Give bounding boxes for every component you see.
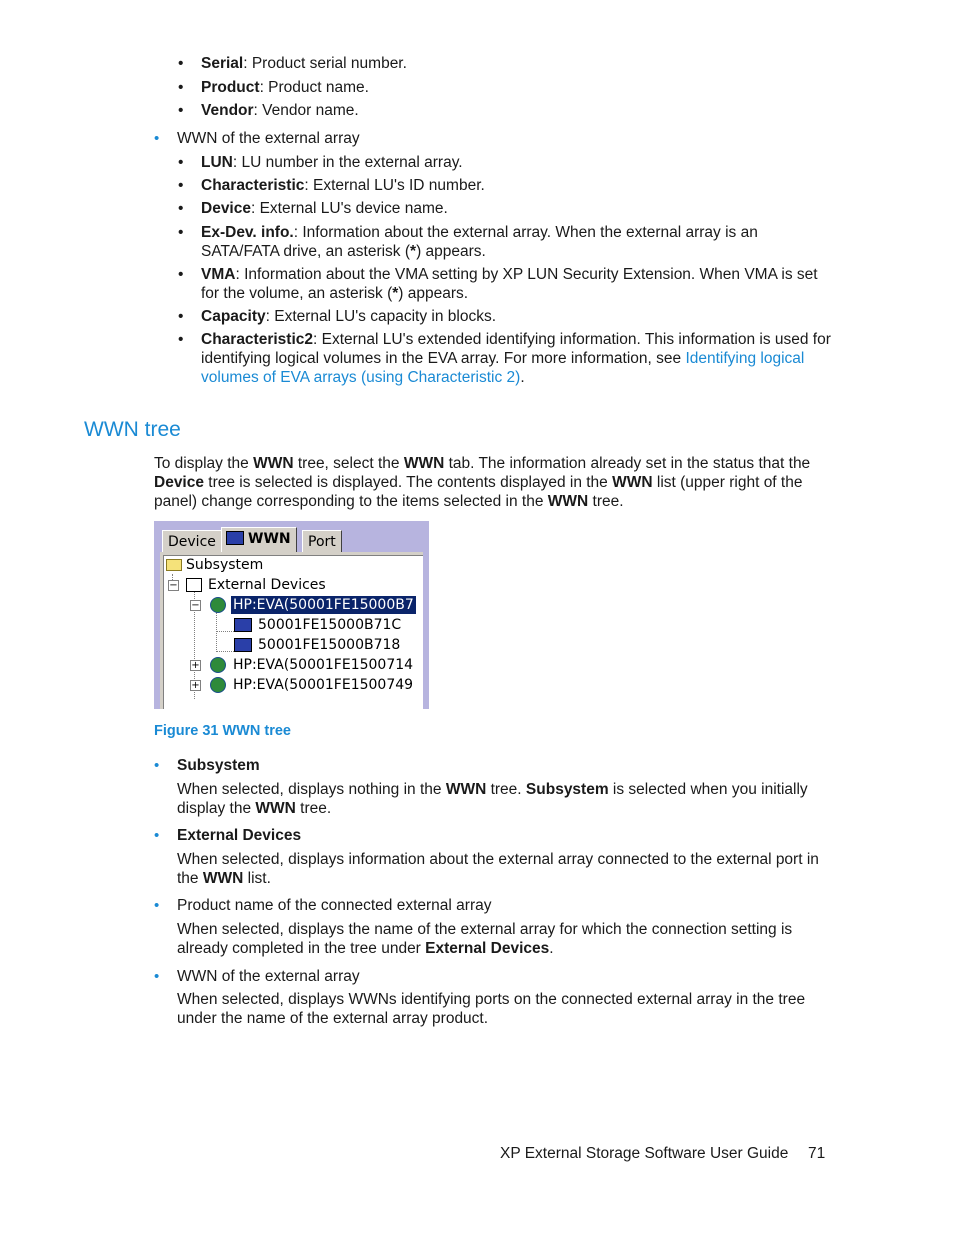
tab-port[interactable]: Port bbox=[302, 530, 342, 553]
desc-vma: : Information about the VMA setting by XP LUN Security Extension. When VMA is set for the volume, an asterisk ( bbox=[201, 266, 818, 302]
body-text: tree. bbox=[295, 800, 332, 817]
intro-bold: WWN bbox=[403, 455, 445, 472]
tree-node-wwn-2[interactable]: 50001FE15000B718 bbox=[258, 637, 401, 653]
body-bold: Subsystem bbox=[525, 781, 609, 798]
desc-product: : Product name. bbox=[259, 79, 369, 96]
port-icon bbox=[234, 618, 252, 632]
body-bold: External Devices bbox=[425, 940, 550, 957]
globe-icon bbox=[210, 597, 226, 613]
body-text: When selected, displays the name of the external array for which the connection setting is already completed in the tree under bbox=[177, 921, 793, 957]
bullet-icon: • bbox=[178, 224, 184, 241]
tree-view bbox=[163, 555, 423, 709]
desc-vma-end: ) appears. bbox=[398, 285, 469, 302]
asterisk: * bbox=[392, 285, 399, 302]
body-text: . bbox=[549, 940, 554, 957]
desc-wwn-external-body bbox=[177, 990, 833, 1028]
bullet-icon: • bbox=[178, 200, 184, 217]
desc-device: : External LU's device name. bbox=[250, 200, 448, 217]
term-characteristic: Characteristic bbox=[201, 177, 305, 194]
globe-icon bbox=[210, 657, 226, 673]
tree-node-wwn-1[interactable]: 50001FE15000B71C bbox=[258, 617, 402, 633]
tab-device[interactable]: Device bbox=[162, 530, 222, 553]
port-icon bbox=[234, 638, 252, 652]
desc-title: WWN of the external array bbox=[177, 968, 360, 985]
term-device: Device bbox=[201, 200, 251, 217]
body-text: When selected, displays nothing in the bbox=[177, 781, 446, 798]
body-text: When selected, displays information about the external array connected to the external port in the bbox=[177, 851, 819, 887]
desc-vendor: : Vendor name. bbox=[253, 102, 359, 119]
intro-text: tree. bbox=[588, 493, 624, 510]
intro-text: tree is selected is displayed. The contents displayed in the bbox=[203, 474, 613, 491]
desc-characteristic2-end: . bbox=[520, 369, 525, 386]
body-bold: WWN bbox=[445, 781, 487, 798]
globe-icon bbox=[210, 677, 226, 693]
body-text: list. bbox=[243, 870, 271, 887]
desc-characteristic2: : External LU's extended identifying information. This information is used for identifying logical volumes in the EVA array. For more information, see bbox=[201, 331, 831, 367]
intro-text: tree, select the bbox=[293, 455, 404, 472]
term-vma: VMA bbox=[201, 266, 236, 283]
book-icon bbox=[186, 578, 202, 592]
term-capacity: Capacity bbox=[201, 308, 266, 325]
tab-wwn-label: WWN bbox=[248, 531, 291, 547]
intro-text: To display the bbox=[154, 455, 254, 472]
wwn-external-label: WWN of the external array bbox=[177, 130, 360, 147]
bullet-icon: • bbox=[178, 177, 184, 194]
tree-line bbox=[216, 631, 234, 632]
tree-node-external-devices[interactable]: External Devices bbox=[208, 577, 326, 593]
asterisk: * bbox=[410, 243, 417, 260]
footer-guide-title: XP External Storage Software User Guide bbox=[500, 1145, 789, 1162]
bullet-icon: • bbox=[178, 331, 184, 348]
term-serial: Serial bbox=[201, 55, 244, 72]
tree-node-array-2[interactable]: HP:EVA(50001FE1500714 bbox=[233, 657, 414, 673]
term-vendor: Vendor bbox=[201, 102, 254, 119]
bullet-icon: • bbox=[154, 757, 160, 774]
term-lun: LUN bbox=[201, 154, 233, 171]
desc-subsystem-body bbox=[177, 780, 833, 818]
intro-bold: WWN bbox=[547, 493, 589, 510]
bullet-icon: • bbox=[178, 154, 184, 171]
term-characteristic2: Characteristic2 bbox=[201, 331, 314, 348]
desc-external-devices-body bbox=[177, 850, 827, 888]
tree-node-subsystem[interactable]: Subsystem bbox=[186, 557, 264, 573]
desc-capacity: : External LU's capacity in blocks. bbox=[265, 308, 497, 325]
body-text: tree. bbox=[486, 781, 526, 798]
collapse-icon[interactable]: − bbox=[169, 580, 178, 591]
bullet-icon: • bbox=[178, 79, 184, 96]
intro-bold: WWN bbox=[253, 455, 294, 472]
desc-title: External Devices bbox=[177, 827, 302, 844]
wwn-icon bbox=[226, 531, 244, 545]
intro-bold: Device bbox=[154, 474, 204, 491]
body-bold: WWN bbox=[202, 870, 244, 887]
body-text: is selected when you initially display the bbox=[177, 781, 808, 817]
desc-title: Subsystem bbox=[177, 757, 260, 774]
intro-paragraph bbox=[154, 454, 832, 511]
desc-characteristic: : External LU's ID number. bbox=[304, 177, 485, 194]
desc-serial: : Product serial number. bbox=[243, 55, 407, 72]
term-exdev: Ex-Dev. info. bbox=[201, 224, 294, 241]
desc-exdev: : Information about the external array. When the external array is an SATA/FATA drive, an asterisk ( bbox=[201, 224, 758, 260]
body-text: When selected, displays WWNs identifying ports on the connected external array in the tree under the name of the external array product. bbox=[177, 991, 806, 1027]
desc-title: Product name of the connected external array bbox=[177, 897, 492, 914]
bullet-icon: • bbox=[154, 897, 160, 914]
body-bold: WWN bbox=[255, 800, 296, 817]
tree-node-array-1[interactable]: HP:EVA(50001FE15000B7 bbox=[233, 597, 414, 613]
bullet-icon: • bbox=[178, 55, 184, 72]
intro-text: tab. The information already set in the status that the bbox=[444, 455, 811, 472]
link-identifying-logical-volumes[interactable]: Identifying logical volumes of EVA arrays (using Characteristic 2) bbox=[201, 350, 805, 386]
bullet-icon: • bbox=[154, 827, 160, 844]
tree-node-array-3[interactable]: HP:EVA(50001FE1500749 bbox=[233, 677, 414, 693]
folder-icon bbox=[166, 559, 182, 571]
bullet-icon: • bbox=[178, 102, 184, 119]
tab-wwn[interactable] bbox=[221, 527, 297, 553]
wwn-tree-screenshot bbox=[154, 521, 429, 709]
bullet-icon: • bbox=[154, 130, 160, 147]
tree-line bbox=[216, 612, 217, 652]
bullet-icon: • bbox=[154, 968, 160, 985]
desc-exdev-end: ) appears. bbox=[416, 243, 486, 260]
intro-text: list (upper right of the panel) change corresponding to the items selected in the bbox=[154, 474, 803, 510]
section-heading: WWN tree bbox=[84, 418, 181, 441]
bullet-icon: • bbox=[178, 308, 184, 325]
expand-icon[interactable]: + bbox=[191, 680, 200, 691]
collapse-icon[interactable]: − bbox=[191, 600, 200, 611]
term-product: Product bbox=[201, 79, 260, 96]
expand-icon[interactable]: + bbox=[191, 660, 200, 671]
bullet-icon: • bbox=[178, 266, 184, 283]
page-number: 71 bbox=[808, 1145, 826, 1162]
desc-product-name-body bbox=[177, 920, 833, 958]
tree-line bbox=[216, 651, 234, 652]
figure-caption: Figure 31 WWN tree bbox=[154, 723, 291, 739]
intro-bold: WWN bbox=[612, 474, 653, 491]
desc-lun: : LU number in the external array. bbox=[232, 154, 463, 171]
tree-panel bbox=[160, 552, 423, 709]
